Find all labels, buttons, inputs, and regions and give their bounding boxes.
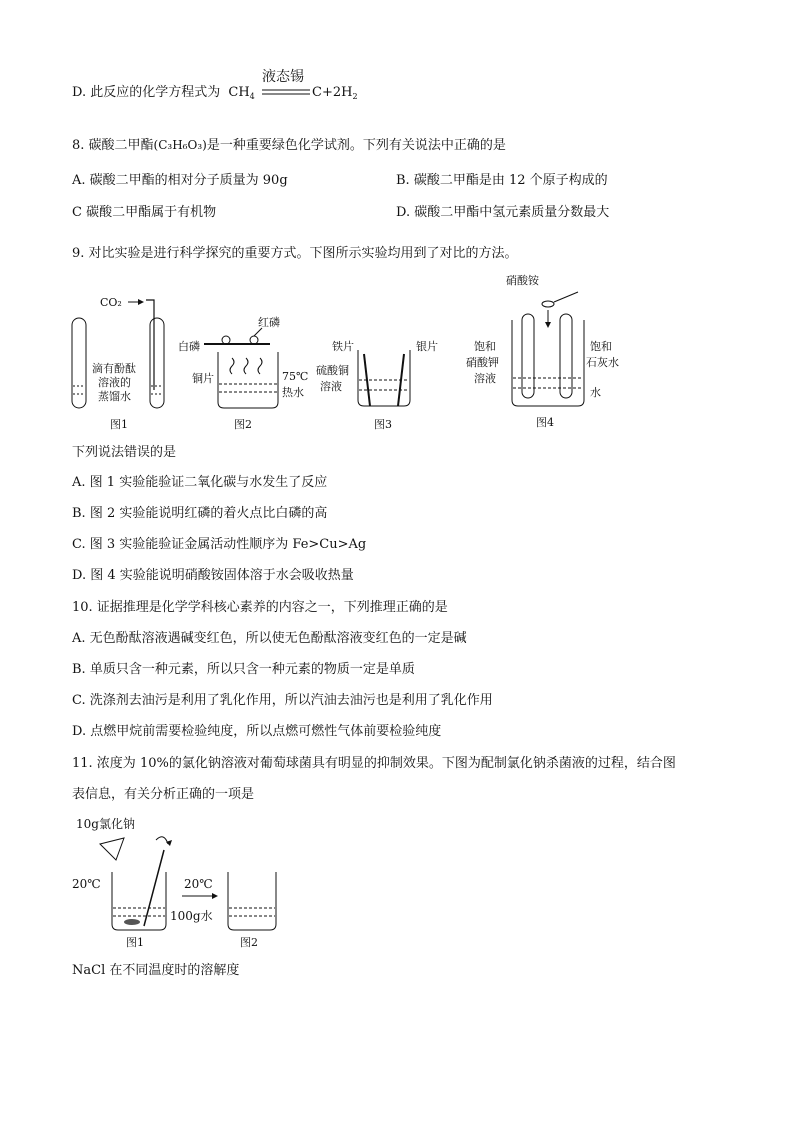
svg-text:银片: 银片	[416, 340, 438, 353]
svg-text:饱和: 饱和	[474, 340, 496, 353]
svg-text:20℃: 20℃	[184, 877, 213, 891]
svg-text:蒸馏水: 蒸馏水	[98, 390, 131, 403]
q10-option-c[interactable]: C. 洗涤剂去油污是利用了乳化作用，所以汽油去油污也是利用了乳化作用	[72, 693, 493, 708]
q11-figure	[72, 816, 292, 951]
figure-3	[312, 336, 452, 440]
svg-text:溶液的: 溶液的	[98, 376, 131, 389]
svg-text:白磷: 白磷	[178, 340, 200, 353]
q9-stem: 9. 对比实验是进行科学探究的重要方式。下图所示实验均用到了对比的方法。	[72, 246, 518, 261]
svg-text:水: 水	[590, 386, 601, 399]
figure-2	[178, 312, 318, 440]
svg-text:溶液: 溶液	[474, 372, 496, 385]
svg-text:饱和: 饱和	[590, 340, 612, 353]
figure-4	[466, 272, 636, 440]
svg-text:滴有酚酞: 滴有酚酞	[92, 362, 136, 375]
q8-option-b[interactable]: B. 碳酸二甲酯是由 12 个原子构成的	[396, 173, 608, 188]
q11-fig1-caption: 图1	[126, 936, 144, 949]
q11-fig2-caption: 图2	[240, 936, 258, 949]
q9-option-d[interactable]: D. 图 4 实验能说明硝酸铵固体溶于水会吸收热量	[72, 568, 354, 583]
q11-table-title: NaCl 在不同温度时的溶解度	[72, 963, 240, 978]
figure-1	[70, 290, 190, 440]
fig3-caption: 图3	[374, 418, 392, 431]
equals-arrow	[262, 88, 312, 96]
q11-stem-line1: 11. 浓度为 10%的氯化钠溶液对葡萄球菌具有明显的抑制效果。下图为配制氯化钠杀菌液的过程，结合图	[72, 756, 676, 771]
svg-text:铁片: 铁片	[332, 340, 354, 353]
q9-option-b[interactable]: B. 图 2 实验能说明红磷的着火点比白磷的高	[72, 506, 328, 521]
q9-option-a[interactable]: A. 图 1 实验能验证二氧化碳与水发生了反应	[72, 475, 328, 490]
q8-option-d[interactable]: D. 碳酸二甲酯中氢元素质量分数最大	[396, 205, 610, 220]
q8-stem: 8. 碳酸二甲酯(C₃H₆O₃)是一种重要绿色化学试剂。下列有关说法中正确的是	[72, 138, 506, 153]
svg-text:红磷: 红磷	[258, 316, 280, 329]
q7-product: $C+2H_2$	[312, 85, 358, 101]
svg-text:10g氯化钠: 10g氯化钠	[76, 817, 135, 831]
co2-label: CO₂	[100, 296, 122, 309]
q10-stem: 10. 证据推理是化学学科核心素养的内容之一，下列推理正确的是	[72, 600, 448, 615]
svg-text:100g水: 100g水	[170, 909, 213, 923]
svg-text:20℃: 20℃	[72, 877, 101, 891]
reaction-condition: 液态锡	[262, 69, 304, 85]
q10-option-a[interactable]: A. 无色酚酞溶液遇碱变红色，所以使无色酚酞溶液变红色的一定是碱	[72, 631, 467, 646]
svg-text:石灰水: 石灰水	[586, 356, 619, 369]
svg-text:铜片: 铜片	[192, 372, 214, 385]
svg-text:硫酸铜: 硫酸铜	[316, 364, 349, 377]
svg-text:溶液: 溶液	[320, 380, 342, 393]
q9-option-c[interactable]: C. 图 3 实验能验证金属活动性顺序为 Fe>Cu>Ag	[72, 537, 367, 552]
svg-text:热水: 热水	[282, 386, 304, 399]
fig2-caption: 图2	[234, 418, 252, 431]
q10-option-b[interactable]: B. 单质只含一种元素，所以只含一种元素的物质一定是单质	[72, 662, 415, 677]
q9-prompt: 下列说法错误的是	[72, 445, 177, 460]
q8-option-c[interactable]: C 碳酸二甲酯属于有机物	[72, 205, 217, 220]
q8-option-a[interactable]: A. 碳酸二甲酯的相对分子质量为 90g	[72, 173, 288, 188]
q11-stem-line2: 表信息，有关分析正确的一项是	[72, 787, 255, 802]
fig1-caption: 图1	[110, 418, 128, 431]
q10-option-d[interactable]: D. 点燃甲烷前需要检验纯度，所以点燃可燃性气体前要检验纯度	[72, 724, 442, 739]
svg-text:75℃: 75℃	[282, 370, 309, 383]
svg-text:硝酸铵: 硝酸铵	[506, 274, 539, 287]
q7-option-d: D. 此反应的化学方程式为 $CH_4$	[72, 85, 255, 101]
fig4-caption: 图4	[536, 416, 554, 429]
svg-text:硝酸钾: 硝酸钾	[466, 356, 499, 369]
